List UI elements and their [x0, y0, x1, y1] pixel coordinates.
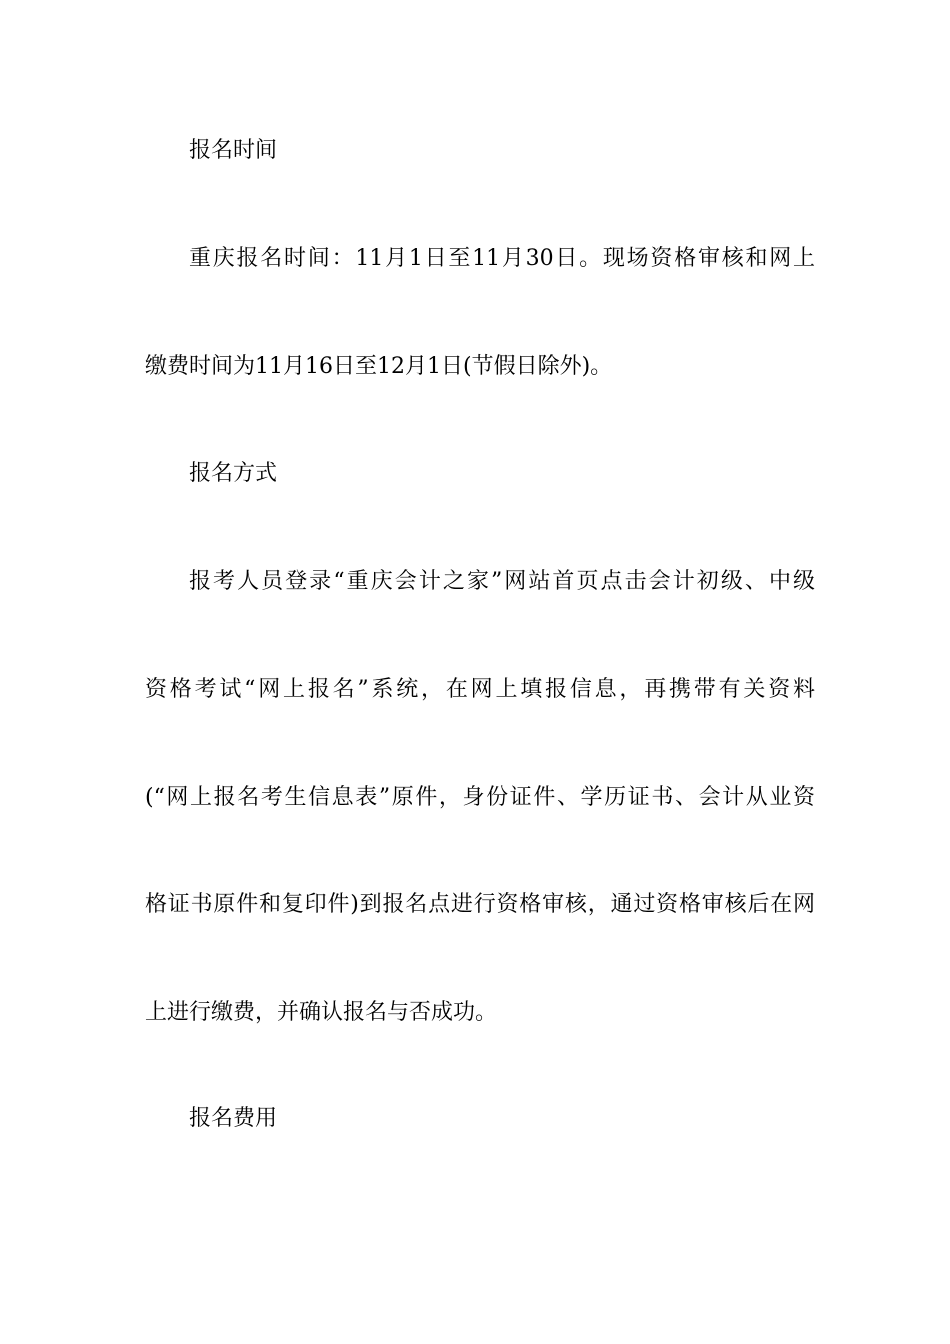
paragraph-line: 上进行缴费，并确认报名与否成功。 — [145, 1000, 498, 1025]
paragraph-line: 报考人员登录“重庆会计之家”网站首页点击会计初级、中级 — [189, 569, 815, 594]
paragraph-line: 格证书原件和复印件)到报名点进行资格审核，通过资格审核后在网 — [145, 892, 815, 917]
heading-registration-fee: 报名费用 — [189, 1106, 278, 1131]
paragraph-line: (“网上报名考生信息表”原件，身份证件、学历证书、会计从业资 — [145, 785, 815, 810]
heading-registration-time: 报名时间 — [189, 138, 278, 163]
heading-registration-method: 报名方式 — [189, 461, 278, 486]
paragraph-line: 缴费时间为11月16日至12月1日(节假日除外)。 — [145, 354, 613, 379]
paragraph-line: 资格考试“网上报名”系统，在网上填报信息，再携带有关资料 — [145, 677, 815, 702]
paragraph-line: 重庆报名时间：11月1日至11月30日。现场资格审核和网上 — [189, 246, 815, 271]
